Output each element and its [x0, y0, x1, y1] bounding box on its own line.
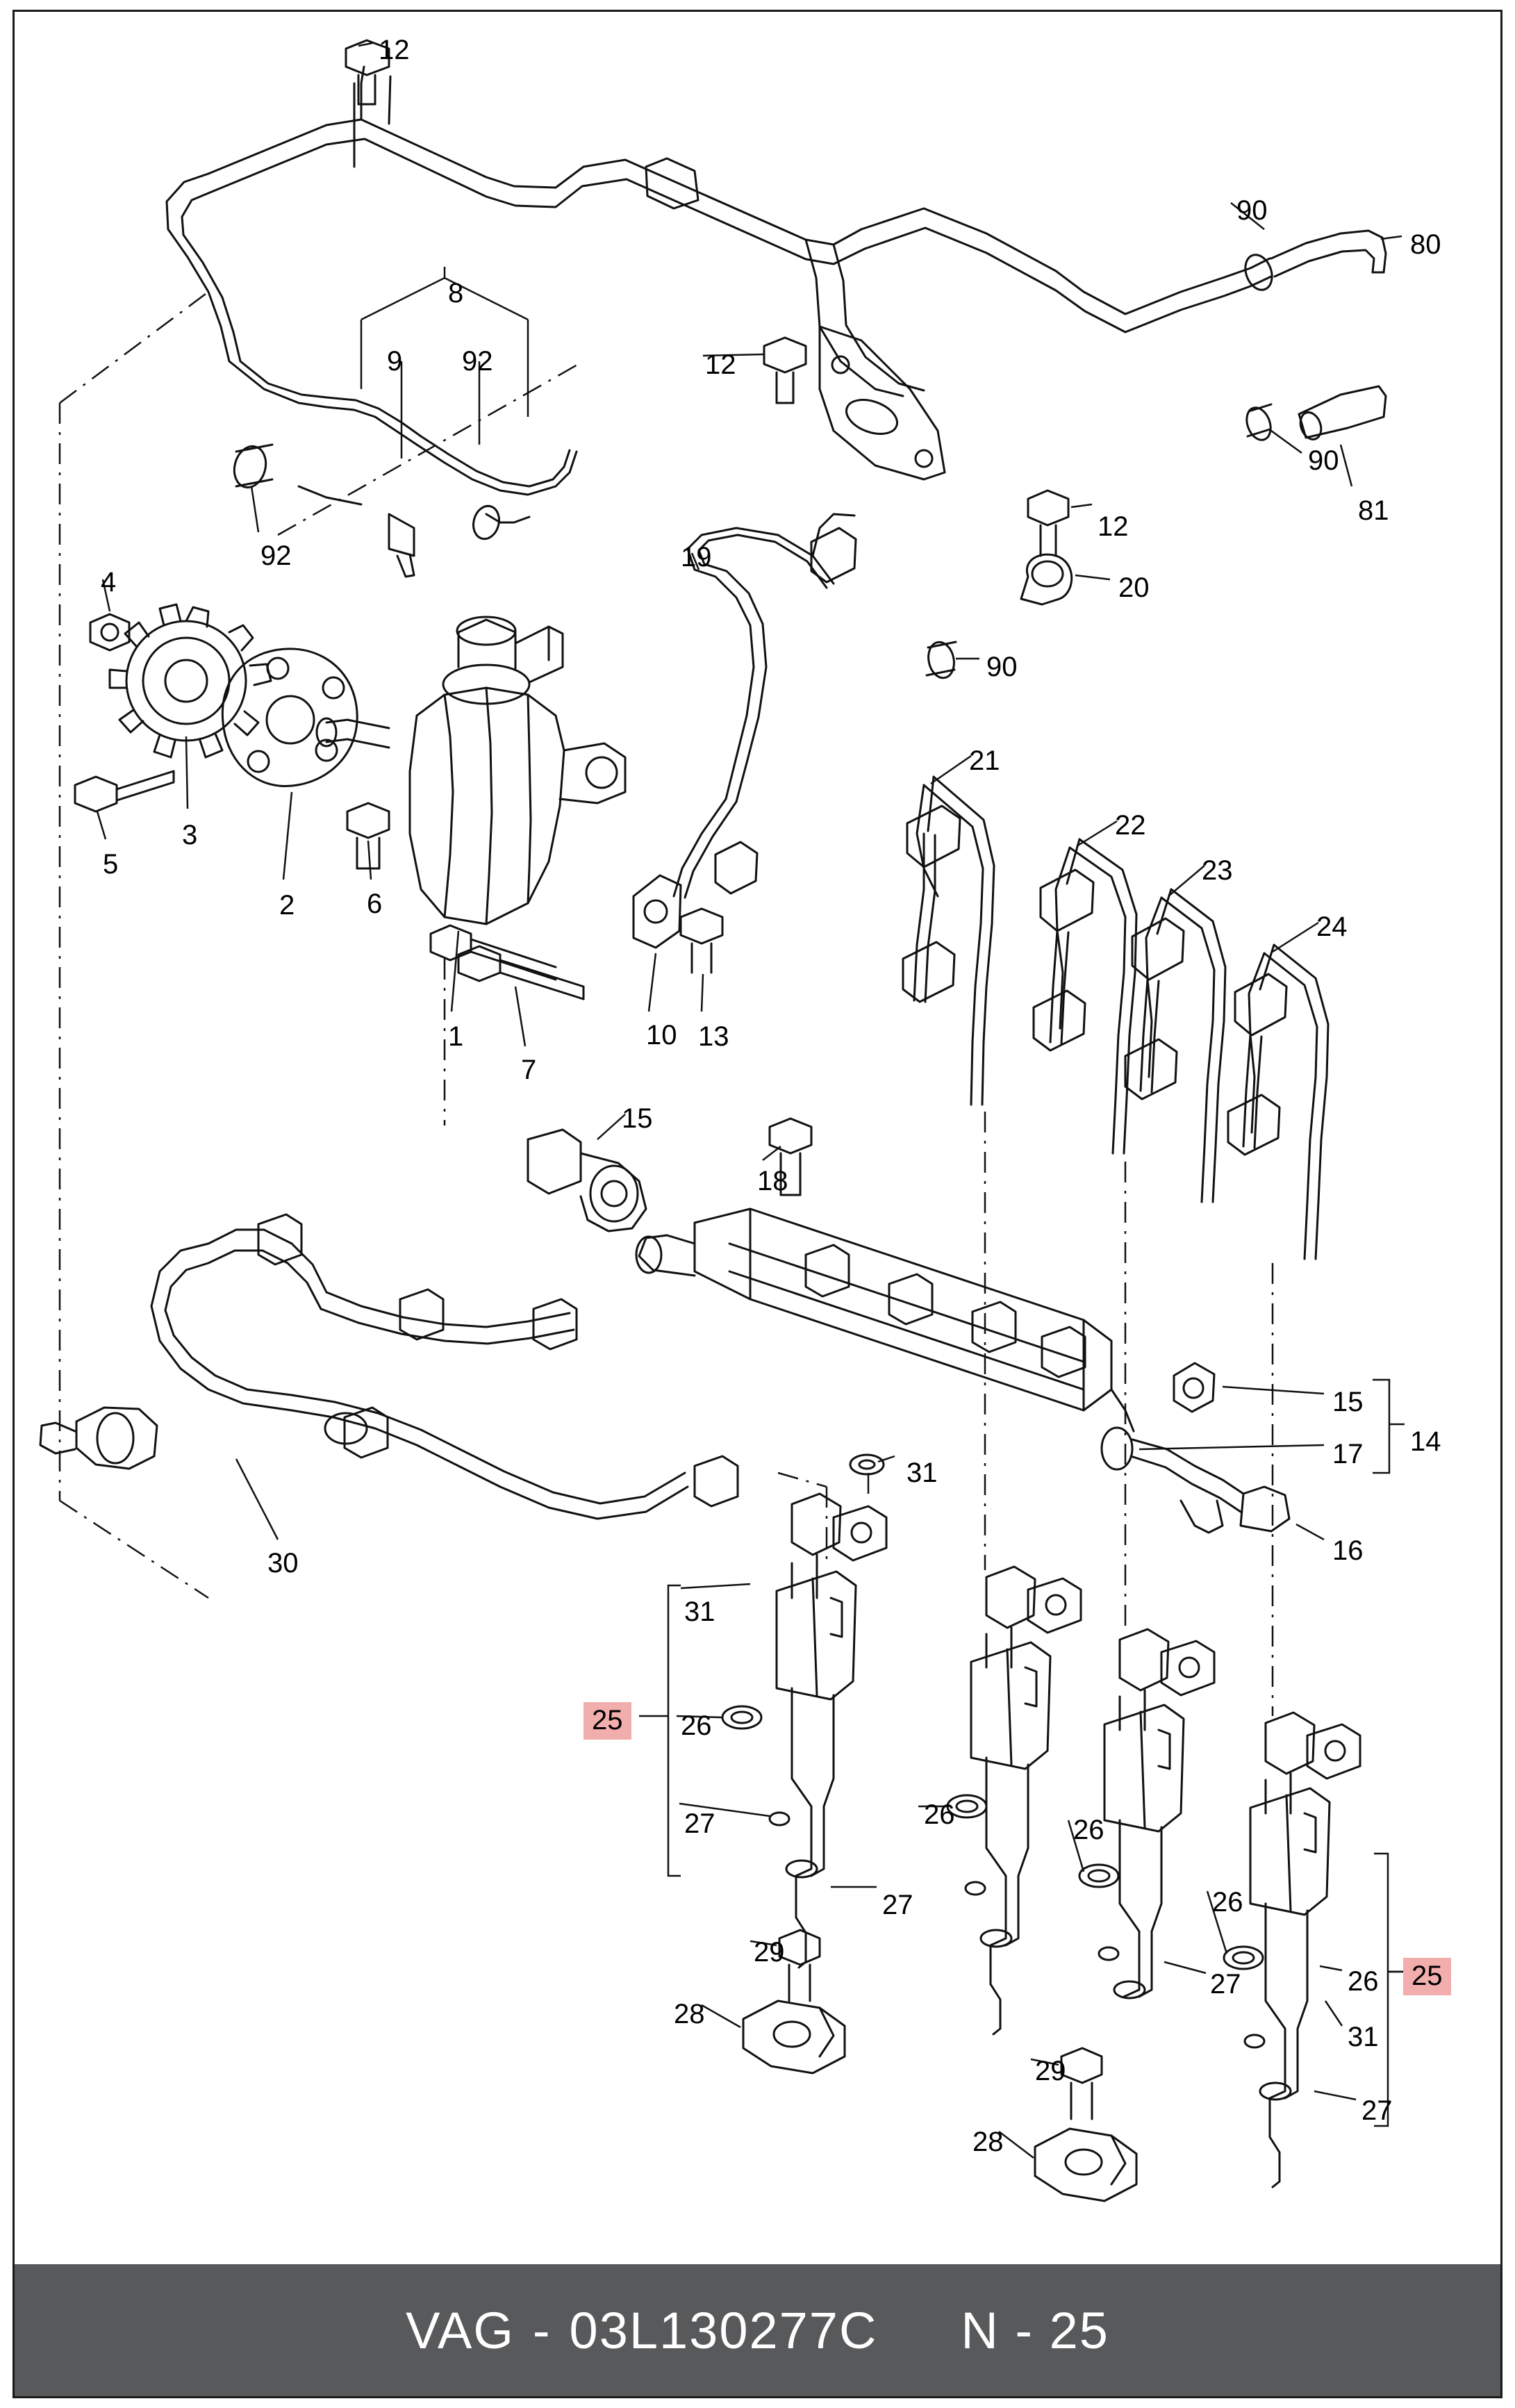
callout-30: 30: [267, 1548, 299, 1578]
footer-sheet-code: N - 25: [961, 2301, 1109, 2359]
callout-7: 7: [521, 1055, 537, 1085]
callout-24: 24: [1316, 912, 1348, 942]
footer-part-number: 03L130277C: [569, 2301, 878, 2359]
callout-25-right-highlight: 25: [1403, 1958, 1451, 1995]
callout-26-c: 26: [1073, 1815, 1104, 1845]
callout-26-e: 26: [1348, 1966, 1379, 1997]
callout-90-lower: 90: [1308, 445, 1339, 476]
callout-26-b: 26: [924, 1799, 955, 1830]
callout-92: 92: [462, 346, 493, 377]
callout-6: 6: [367, 889, 383, 919]
callout-92-left: 92: [260, 541, 292, 571]
callout-20: 20: [1118, 572, 1150, 603]
footer-bar: [15, 2264, 1500, 2396]
callout-27-c: 27: [1210, 1969, 1241, 1999]
callout-26-a: 26: [681, 1710, 712, 1741]
callout-12: 12: [379, 35, 410, 65]
callout-17: 17: [1332, 1439, 1364, 1469]
callout-26-d: 26: [1212, 1887, 1243, 1918]
callout-90: 90: [1236, 195, 1268, 226]
callout-19: 19: [681, 542, 712, 572]
callout-16: 16: [1332, 1535, 1364, 1566]
callout-27-b: 27: [882, 1890, 913, 1920]
callout-18: 18: [757, 1166, 788, 1196]
callout-81: 81: [1358, 495, 1389, 526]
callout-90-pipe: 90: [986, 652, 1018, 682]
callout-31-right: 31: [1348, 2022, 1379, 2052]
callout-12-right: 12: [1098, 511, 1129, 542]
callout-5: 5: [103, 849, 119, 880]
callout-28-b: 28: [972, 2127, 1004, 2157]
callout-23: 23: [1202, 855, 1233, 886]
callout-13: 13: [698, 1021, 729, 1052]
callout-28-a: 28: [674, 1999, 705, 2029]
callout-9: 9: [387, 346, 403, 377]
callout-8: 8: [448, 278, 464, 308]
callout-31-group: 31: [684, 1597, 715, 1627]
callout-22: 22: [1115, 810, 1146, 841]
callout-10: 10: [646, 1020, 677, 1050]
callout-3: 3: [182, 820, 198, 850]
footer-brand: VAG: [406, 2301, 515, 2359]
callout-25-left-highlight: 25: [583, 1702, 631, 1740]
callout-29-b: 29: [1035, 2056, 1066, 2086]
callout-15: 15: [622, 1103, 653, 1134]
callout-21: 21: [969, 745, 1000, 776]
callout-29-a: 29: [754, 1937, 785, 1968]
callout-2: 2: [279, 890, 295, 921]
callout-1: 1: [448, 1021, 464, 1052]
callout-27-a: 27: [684, 1808, 715, 1839]
callout-27-d: 27: [1361, 2095, 1393, 2126]
callout-80: 80: [1410, 229, 1441, 260]
footer-separator: -: [532, 2301, 552, 2359]
callout-14: 14: [1410, 1426, 1441, 1457]
callout-12-mid: 12: [705, 349, 736, 380]
callout-31-rail: 31: [906, 1458, 938, 1488]
callout-4: 4: [101, 567, 117, 597]
callout-15-right: 15: [1332, 1387, 1364, 1417]
